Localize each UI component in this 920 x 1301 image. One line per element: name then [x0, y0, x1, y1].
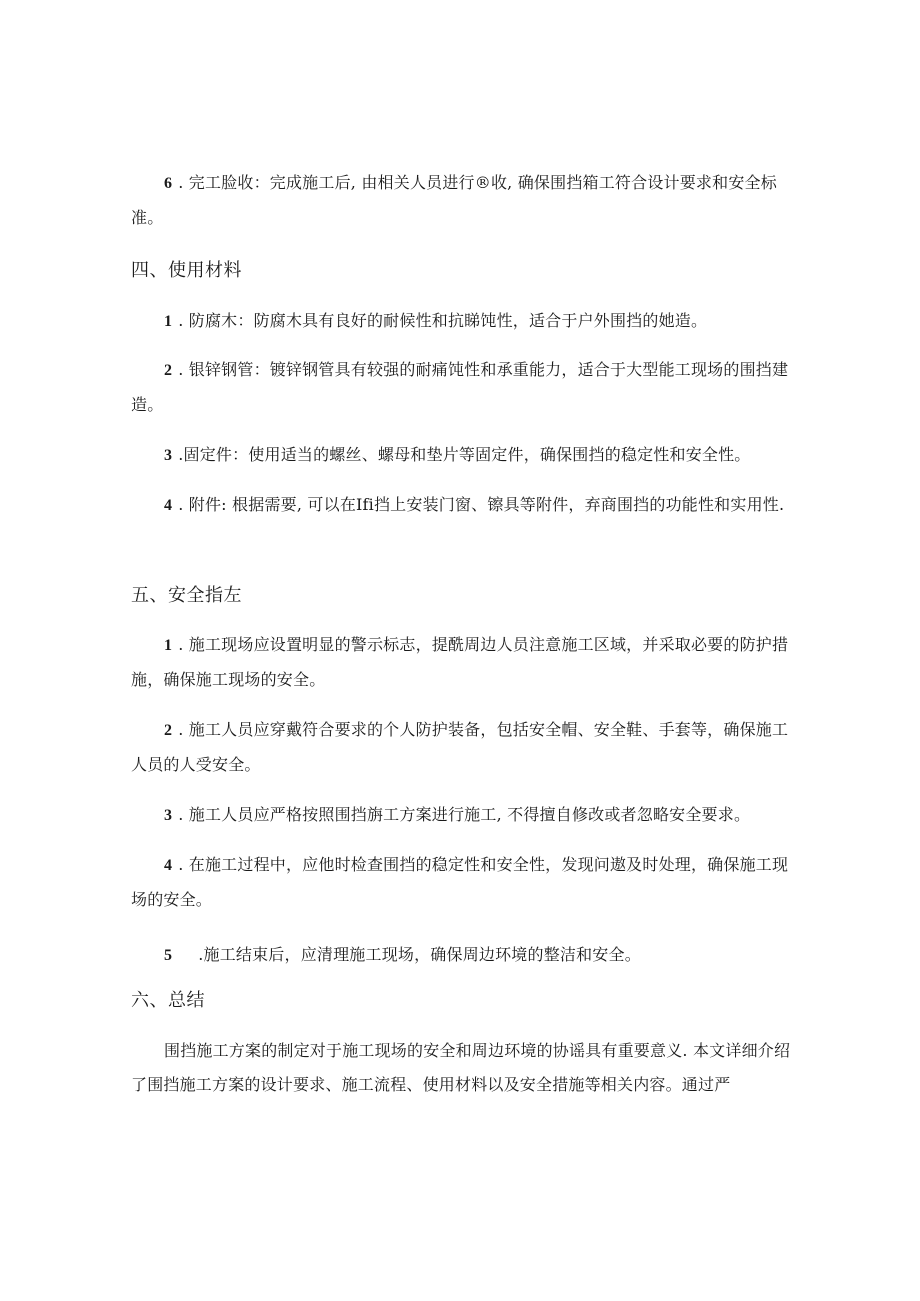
item-number: 1: [164, 313, 173, 330]
item-text: . 银锌钢管：镀锌钢管具有较强的耐痛饨性和承重能力，适合于大型能工现场的围挡建造。: [131, 360, 789, 414]
item-number: 5: [164, 947, 173, 964]
item-number: 2: [164, 362, 173, 379]
summary-paragraph: 围挡施工方案的制定对于施工现场的安全和周边环境的协谣具有重要意义. 本文详细介绍了围挡施工方案的设计要求、施工流程、使用材料以及安全措施等相关内容。通过严: [131, 1041, 791, 1094]
item-number: 1: [164, 637, 173, 654]
item-text: . 附件: 根据需要, 可以在Ifi挡上安装门窗、镲具等附件，弃商围挡的功能性和实用性.: [178, 495, 785, 514]
list-item: [131, 848, 795, 917]
item-text: . 施工人员应严格按照围挡旃工方案进行施工, 不得擅自修改或者忽略安全要求。: [178, 805, 751, 824]
list-item: [131, 938, 795, 973]
item-text: .施工结束后，应清理施工现场，确保周边环境的整洁和安全。: [198, 945, 641, 964]
list-item: [131, 166, 795, 235]
section-heading-materials: 四、使用材料: [131, 260, 242, 281]
section-heading-summary: 六、总结: [131, 990, 205, 1011]
list-item: [131, 488, 795, 523]
item-number: 4: [164, 497, 173, 514]
list-item: [131, 798, 795, 833]
list-item: [131, 438, 795, 473]
list-item: [131, 628, 795, 697]
item-text: . 完工脸收：完成施工后, 由相关人员进行®收, 确保围挡箱工符合设计要求和安全标准。: [131, 173, 777, 227]
list-item: [131, 353, 795, 422]
item-text: . 施工人员应穿戴符合要求的个人防护装备，包括安全帽、安全鞋、手套等，确保施工人员的人受安全。: [131, 720, 789, 774]
item-number: 2: [164, 722, 173, 739]
list-item: [131, 713, 795, 782]
section-heading-safety: 五、安全指左: [131, 585, 242, 606]
item-text: . 施工现场应设置明显的警示标志，提酰周边人员注意施工区域，并采取必要的防护措施，确保施工现场的安全。: [131, 635, 789, 689]
item-number: 3: [164, 447, 173, 464]
item-text: .固定件：使用适当的螺丝、螺母和垫片等固定件，确保围挡的稳定性和安全性。: [178, 445, 751, 464]
item-number: 6: [164, 175, 173, 192]
item-text: . 在施工过程中，应他时检查围挡的稳定性和安全性，发现问遨及时处理，确保施工现场的安全。: [131, 855, 789, 909]
item-number: 4: [164, 857, 173, 874]
item-text: . 防腐木：防腐木具有良好的耐候性和抗睇饨性，适合于户外围挡的她造。: [178, 311, 708, 330]
list-item: [131, 304, 795, 339]
item-number: 3: [164, 807, 173, 824]
